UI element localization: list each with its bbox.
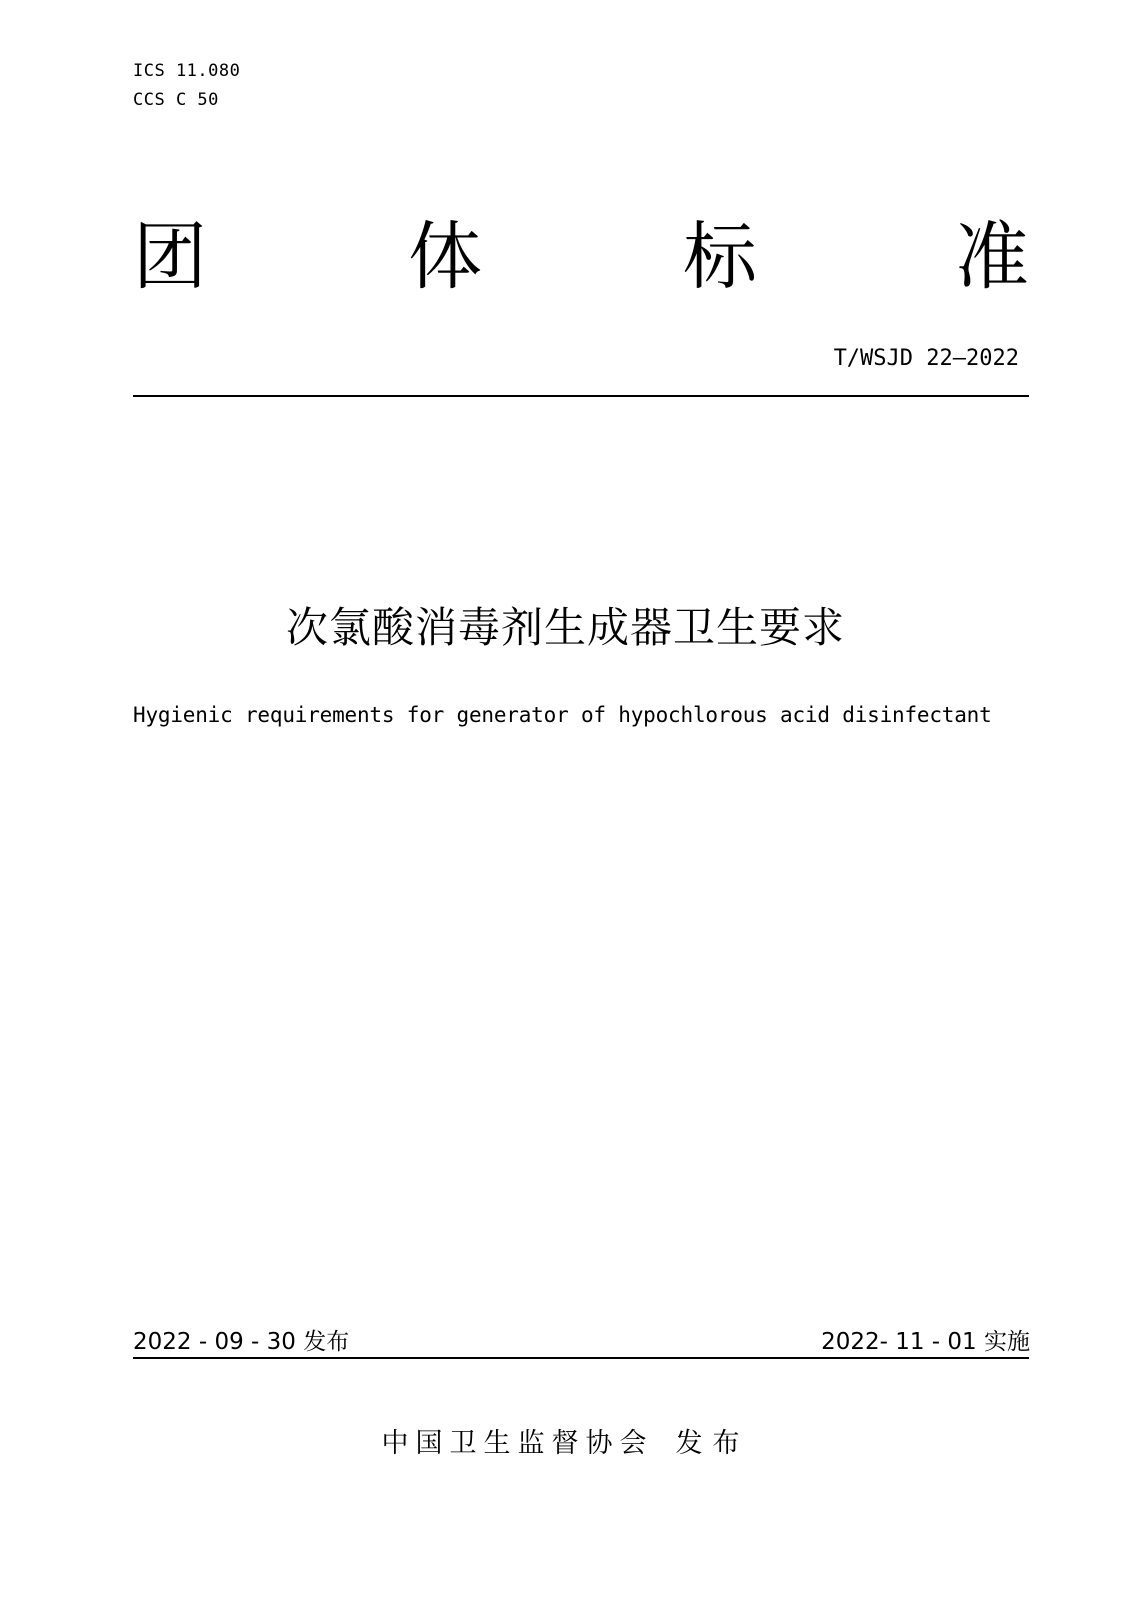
top-divider: [133, 395, 1029, 397]
title-char-1: 团: [133, 214, 207, 300]
publisher-organization: 中国卫生监督协会: [381, 1428, 654, 1459]
classification-codes: [133, 57, 240, 115]
publisher-line: [0, 1424, 1131, 1464]
standard-type-title: [133, 212, 1029, 302]
title-char-4: 准: [955, 214, 1029, 300]
bottom-divider: [133, 1357, 1029, 1359]
chinese-title: 次氯酸消毒剂生成器卫生要求: [285, 603, 845, 652]
publish-label: 发布: [675, 1428, 750, 1459]
implementation-date: 2022- 11 - 01 实施: [821, 1329, 1030, 1355]
issue-date: 2022 - 09 - 30 发布: [133, 1329, 350, 1355]
english-title: Hygienic requirements for generator of hypochlorous acid disinfectant: [133, 703, 992, 727]
ccs-code: CCS C 50: [133, 90, 219, 110]
standard-number: T/WSJD 22—2022: [833, 346, 1019, 371]
title-char-2: 体: [408, 214, 482, 300]
ics-code: ICS 11.080: [133, 61, 241, 81]
title-char-3: 标: [683, 214, 757, 300]
